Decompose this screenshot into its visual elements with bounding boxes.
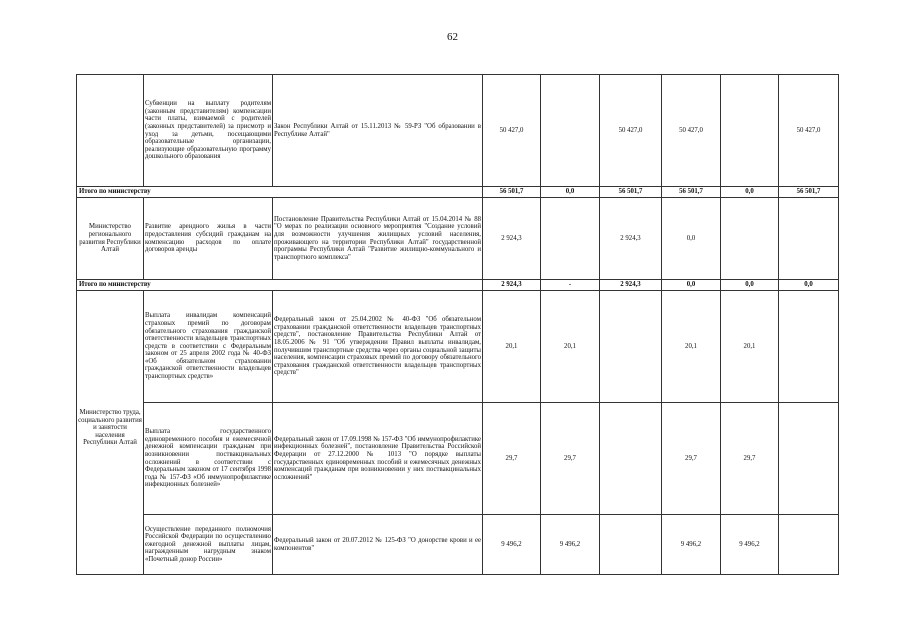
table-row: [77, 403, 839, 515]
org-cell-empty: [77, 75, 144, 187]
purpose-cell: Субвенции на выплату родителям (законным представителям) компенсации части платы, взимаемой с родителей (законных представителей) за присмотр и уход за детьми, посещающими образовательные организации, реализующие образовательную программу дошкольного образования: [144, 75, 273, 187]
value-cell: [600, 515, 662, 575]
law-cell: Федеральный закон от 17.09.1998 № 157-ФЗ "Об иммунопрофилактике инфекционных болезней", постановление Правительства Российской Федерации от 27.12.2000 № 1013 "О порядке выплаты государственных единовременных пособий и ежемесячных денежных компенсаций гражданам при возникновении у них поствакцинальных осложнений": [273, 403, 483, 515]
value-cell: 50 427,0: [662, 75, 721, 187]
value-cell: 50 427,0: [483, 75, 541, 187]
total-value: 0,0: [779, 280, 839, 291]
value-cell: [779, 198, 839, 280]
value-cell: [779, 515, 839, 575]
value-cell: 9 496,2: [483, 515, 541, 575]
value-cell: 20,1: [541, 291, 600, 403]
law-cell: Федеральный закон от 20.07.2012 № 125-ФЗ "О донорстве крови и ее компонентов": [273, 515, 483, 575]
total-value: 56 501,7: [600, 187, 662, 198]
total-value: 56 501,7: [662, 187, 721, 198]
value-cell: [600, 291, 662, 403]
table-row: [77, 515, 839, 575]
total-label: Итого по министерству: [77, 280, 483, 291]
purpose-cell: Развитие арендного жилья в части предоставления субсидий гражданам на компенсацию расходов по оплате договоров аренды: [144, 198, 273, 280]
table-row: [77, 75, 839, 187]
total-value: 2 924,3: [600, 280, 662, 291]
total-value: 56 501,7: [779, 187, 839, 198]
total-value: 2 924,3: [483, 280, 541, 291]
value-cell: 29,7: [721, 403, 779, 515]
total-value: 0,0: [721, 280, 779, 291]
value-cell: 9 496,2: [662, 515, 721, 575]
value-cell: [721, 198, 779, 280]
total-value: -: [541, 280, 600, 291]
purpose-cell: Осуществление переданного полномочия Российской Федерации по осуществлению ежегодной денежной выплаты лицам, награжденным нагрудным знаком «Почетный донор России»: [144, 515, 273, 575]
total-row: [77, 187, 839, 198]
total-value: 0,0: [541, 187, 600, 198]
value-cell: [541, 198, 600, 280]
value-cell: 29,7: [541, 403, 600, 515]
table-row: [77, 291, 839, 403]
value-cell: 0,0: [662, 198, 721, 280]
value-cell: 29,7: [483, 403, 541, 515]
value-cell: 50 427,0: [600, 75, 662, 187]
value-cell: 2 924,3: [600, 198, 662, 280]
table-row: [77, 198, 839, 280]
value-cell: 9 496,2: [721, 515, 779, 575]
total-row: [77, 280, 839, 291]
value-cell: [541, 75, 600, 187]
total-value: 0,0: [662, 280, 721, 291]
page-number: 62: [447, 31, 458, 43]
value-cell: 20,1: [483, 291, 541, 403]
value-cell: [779, 291, 839, 403]
total-value: 56 501,7: [483, 187, 541, 198]
total-label: Итого по министерству: [77, 187, 483, 198]
value-cell: 9 496,2: [541, 515, 600, 575]
org-cell: Министерство труда, социального развития и занятости населения Республики Алтай: [77, 291, 144, 575]
law-cell: Закон Республики Алтай от 15.11.2013 № 59-РЗ "Об образовании в Республике Алтай": [273, 75, 483, 187]
value-cell: 2 924,3: [483, 198, 541, 280]
value-cell: 20,1: [721, 291, 779, 403]
purpose-cell: Выплата государственного единовременного пособия и ежемесячной денежной компенсации гражданам при возникновении поствакцинальных осложнений в соответствии с Федеральным законом от 17 сентября 1998 года № 157-ФЗ «Об иммунопрофилактике инфекционных болезней»: [144, 403, 273, 515]
value-cell: [721, 75, 779, 187]
value-cell: [779, 403, 839, 515]
org-cell: Министерство регионального развития Республики Алтай: [77, 198, 144, 280]
budget-table: [76, 74, 839, 575]
purpose-cell: Выплата инвалидам компенсаций страховых премий по договорам обязательного страхования гражданской ответственности владельцев транспортных средств в соответствии с Федеральным законом от 25 апреля 2002 года № 40-ФЗ «Об обязательном страховании гражданской ответственности владельцев транспортных средств»: [144, 291, 273, 403]
law-cell: Федеральный закон от 25.04.2002 № 40-ФЗ "Об обязательном страховании гражданской ответственности владельцев транспортных средств", постановление Правительства Республики Алтай от 18.05.2006 № 91 "Об утверждении Правил выплаты инвалидам, получившим транспортные средства через органы социальной защиты населения, компенсации страховых премий по договору обязательного страхования гражданской ответственности владельцев транспортных средств": [273, 291, 483, 403]
total-value: 0,0: [721, 187, 779, 198]
value-cell: 29,7: [662, 403, 721, 515]
law-cell: Постановление Правительства Республики Алтай от 15.04.2014 № 88 "О мерах по реализации основного мероприятия "Создание условий для возможности улучшения жилищных условий населения, проживающего на территории Республики Алтай" государственной программы Республики Алтай "Развитие жилищно-коммунального и транспортного комплекса": [273, 198, 483, 280]
value-cell: 50 427,0: [779, 75, 839, 187]
value-cell: 20,1: [662, 291, 721, 403]
value-cell: [600, 403, 662, 515]
